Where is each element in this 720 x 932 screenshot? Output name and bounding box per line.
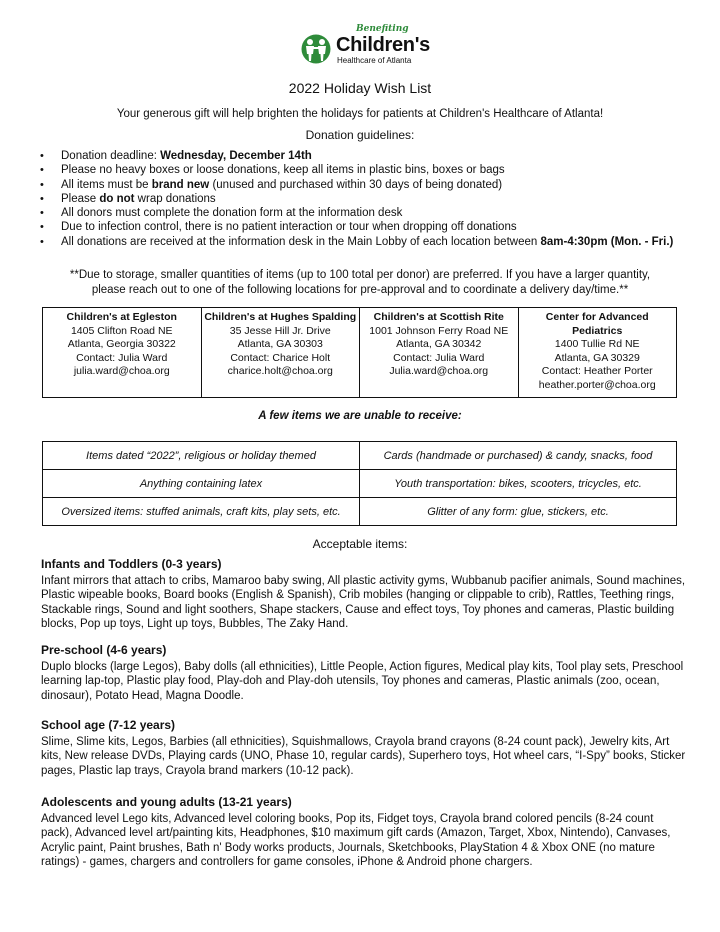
location-name: Children's at Scottish Rite bbox=[373, 311, 504, 323]
guideline-text: wrap donations bbox=[134, 192, 216, 205]
logo-subtitle: Healthcare of Atlanta bbox=[337, 56, 412, 65]
guideline-text: Please bbox=[61, 192, 100, 205]
location-city: Atlanta, GA 30342 bbox=[396, 338, 482, 351]
guideline-text: All donors must complete the donation form at the information desk bbox=[61, 207, 403, 220]
guideline-item bbox=[40, 220, 673, 234]
location-name: Children's at Egleston bbox=[66, 311, 177, 323]
childrens-healthcare-logo bbox=[296, 22, 436, 66]
location-city: Atlanta, Georgia 30322 bbox=[67, 338, 176, 351]
guideline-emphasis: do not bbox=[99, 192, 135, 205]
unable-item: Glitter of any form: glue, stickers, etc. bbox=[360, 498, 677, 526]
guideline-text: All donations are received at the information desk in the Main Lobby of each location between bbox=[61, 235, 541, 248]
unable-item: Anything containing latex bbox=[43, 470, 360, 498]
logo-name: Children's bbox=[336, 34, 430, 56]
location-email[interactable]: julia.ward@choa.org bbox=[73, 365, 170, 378]
section-heading: Adolescents and young adults (13-21 years) bbox=[41, 795, 292, 809]
guidelines-heading: Donation guidelines: bbox=[305, 128, 415, 142]
guideline-text: Due to infection control, there is no patient interaction or tour when dropping off donations bbox=[61, 221, 517, 234]
location-city: Atlanta, GA 30303 bbox=[237, 338, 323, 351]
guideline-text: Please no heavy boxes or loose donations, keep all items in plastic bins, boxes or bags bbox=[61, 164, 505, 177]
guideline-emphasis: 8am-4:30pm (Mon. - Fri.) bbox=[540, 235, 674, 248]
guideline-item bbox=[40, 163, 673, 177]
unable-heading: A few items we are unable to receive: bbox=[258, 410, 462, 422]
section-heading: School age (7-12 years) bbox=[41, 718, 176, 732]
location-contact: Contact: Charice Holt bbox=[230, 351, 331, 364]
guideline-emphasis: Wednesday, December 14th bbox=[160, 150, 312, 162]
unable-item: Cards (handmade or purchased) & candy, snacks, food bbox=[360, 442, 677, 470]
guideline-item bbox=[40, 149, 673, 163]
location-cell bbox=[43, 308, 202, 398]
guideline-item bbox=[40, 235, 673, 249]
locations-table bbox=[42, 307, 677, 398]
unable-item: Items dated “2022”, religious or holiday themed bbox=[43, 442, 360, 470]
location-cell bbox=[201, 308, 360, 398]
acceptable-heading: Acceptable items: bbox=[312, 537, 408, 551]
guideline-text: Donation deadline: bbox=[61, 150, 161, 162]
section-preschool bbox=[41, 643, 686, 703]
section-infants bbox=[41, 557, 686, 631]
location-street: 1400 Tullie Rd NE bbox=[554, 338, 640, 351]
guidelines-list bbox=[40, 149, 673, 249]
section-body: Infant mirrors that attach to cribs, Mamaroo baby swing, All plastic activity gyms, Wubbanub pacifier animals, Sound machines, Plastic wipeable books, Board books (English & Spanish), Crib mobiles (hanging or clippable to crib), Rattles, Teething rings, Stackable rings, Sound and light soothers, Shape stackers, Cause and effect toys, Toy phones and cameras, Plastic building blocks, Pop up toys, Light up toys, Bubbles, The Zaky Hand. bbox=[41, 575, 686, 630]
guideline-item bbox=[40, 206, 673, 220]
guideline-text: (unused and purchased within 30 days of being donated) bbox=[209, 178, 503, 191]
storage-note-line: please reach out to one of the following locations for pre-approval and to coordinate a delivery day/time.** bbox=[91, 284, 629, 296]
section-body: Duplo blocks (large Legos), Baby dolls (all ethnicities), Little People, Action figures, Medical play kits, Tool play sets, Preschool learning lap-top, Plastic play food, Play-doh and Play-doh utensils, Toy phones and cameras, Plastic animals (zoo, ocean, dinosaur), Potato Head, Magna Doodle. bbox=[41, 661, 684, 702]
children-figures-icon bbox=[298, 34, 334, 64]
guideline-emphasis: brand new bbox=[151, 178, 210, 191]
location-street: 1001 Johnson Ferry Road NE bbox=[369, 324, 509, 337]
location-street: 1405 Clifton Road NE bbox=[70, 324, 173, 337]
storage-note bbox=[0, 268, 720, 298]
guideline-text: All items must be bbox=[61, 178, 152, 191]
storage-note-line: **Due to storage, smaller quantities of items (up to 100 total per donor) are preferred. If you have a larger quantity, bbox=[69, 269, 651, 281]
unable-items-table bbox=[42, 441, 677, 526]
section-heading: Pre-school (4-6 years) bbox=[41, 643, 167, 657]
location-contact: Contact: Julia Ward bbox=[76, 351, 168, 364]
page-title: 2022 Holiday Wish List bbox=[288, 80, 432, 96]
logo-tagline: Benefiting bbox=[356, 24, 409, 34]
section-school-age bbox=[41, 718, 686, 778]
location-email[interactable]: heather.porter@choa.org bbox=[538, 378, 656, 391]
section-body: Slime, Slime kits, Legos, Barbies (all ethnicities), Squishmallows, Crayola brand crayons (8-24 count pack), Jewelry kits, Art kits, New release DVDs, Playing cards (UNO, Phase 10, regular cards), Superhero toys, Hot wheel cars, “I-Spy” books, Sticker pages, Plastic lap trays, Crayola brand markers (10-12 pack). bbox=[41, 736, 686, 777]
unable-item: Youth transportation: bikes, scooters, tricycles, etc. bbox=[360, 470, 677, 498]
guideline-item bbox=[40, 178, 673, 192]
location-email[interactable]: charice.holt@choa.org bbox=[227, 365, 333, 378]
location-contact: Contact: Julia Ward bbox=[393, 351, 485, 364]
guideline-item bbox=[40, 192, 673, 206]
location-street: 35 Jesse Hill Jr. Drive bbox=[229, 324, 331, 337]
location-contact: Contact: Heather Porter bbox=[541, 365, 653, 378]
location-name: Children's at Hughes Spalding bbox=[204, 311, 357, 323]
location-cell bbox=[518, 308, 677, 398]
section-adolescents bbox=[41, 795, 686, 869]
intro-text: Your generous gift will help brighten the holidays for patients at Children's Healthcare of Atlanta! bbox=[116, 108, 604, 120]
section-body: Advanced level Lego kits, Advanced level coloring books, Pop its, Fidget toys, Crayola brand colored pencils (8-24 count pack), Advanced level art/painting kits, Headphones, $10 maximum gift cards (Amazon, Target, Xbox, Nintendo), Canvases, Acrylic paint, Paint brushes, Bath n' Body works products, Journals, Sketchbooks, PlayStation 4 & Xbox ONE (no mature ratings) - games, chargers and controllers for game consoles, iPhone & Android phone chargers. bbox=[41, 813, 671, 868]
location-city: Atlanta, GA 30329 bbox=[554, 351, 640, 364]
unable-item: Oversized items: stuffed animals, craft kits, play sets, etc. bbox=[43, 498, 360, 526]
section-heading: Infants and Toddlers (0-3 years) bbox=[41, 557, 222, 571]
location-email[interactable]: Julia.ward@choa.org bbox=[389, 365, 489, 378]
location-cell bbox=[360, 308, 519, 398]
location-name: Center for Advanced Pediatrics bbox=[545, 311, 649, 337]
